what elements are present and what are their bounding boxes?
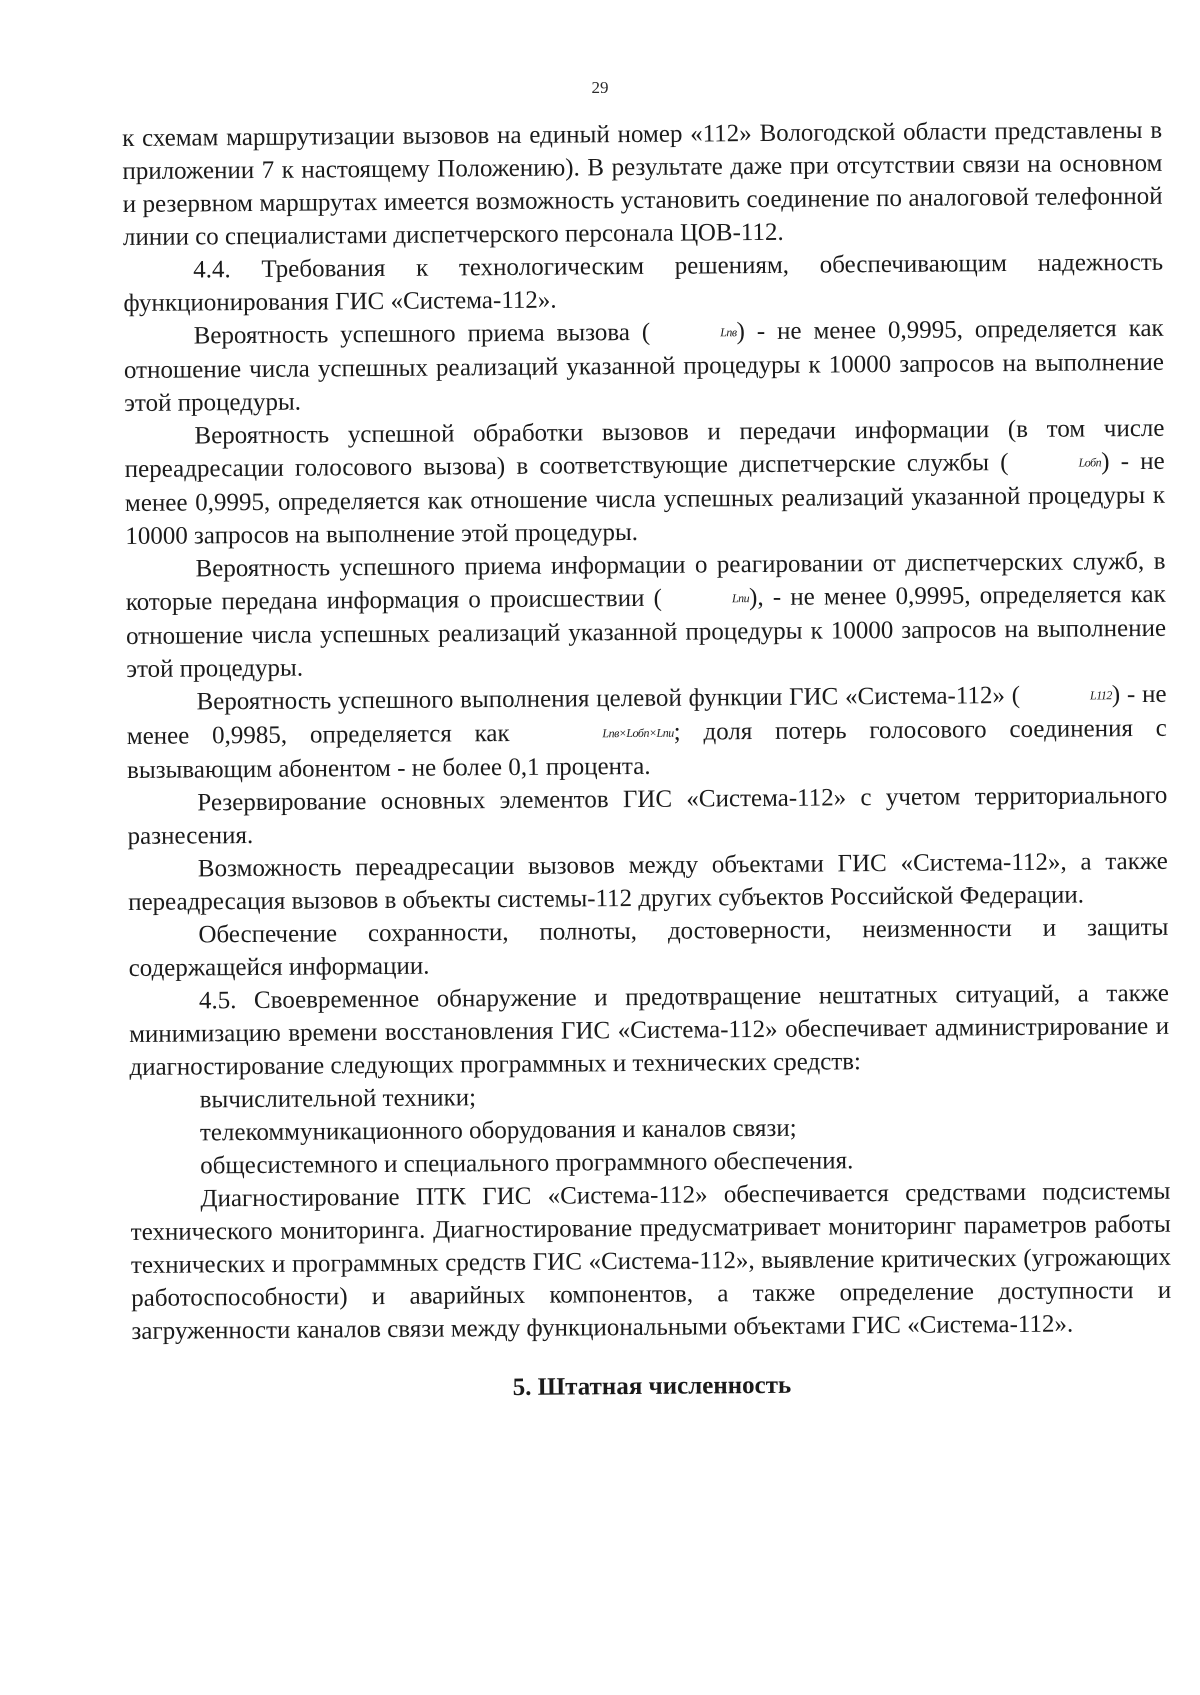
paragraph-data-integrity: Обеспечение сохранности, полноты, достоверности, неизменности и защиты содержащейся информации. [128, 913, 1169, 982]
paragraph-response-info-probability [125, 545, 1166, 686]
text-segment: Вероятность успешной обработки вызовов и передачи информации (в том числе переадресации голосового вызова) в соответствующие диспетчерские службы ( [124, 414, 1165, 483]
text-segment: Вероятность успешного приема вызова ( [193, 318, 651, 350]
formula-symbol-lpv: Lпв [720, 325, 737, 340]
paragraph-routing-schemes: к схемам маршрутизации вызовов на единый номер «112» Вологодской области представлены в приложении 7 к настоящему Положению). В результате даже при отсутствии связи на основном и резервном маршрутах имеется возможность установить соединение по аналоговой телефонной линии со специалистами диспетчерского персонала ЦОВ-112. [122, 116, 1163, 251]
paragraph-call-forwarding: Возможность переадресации вызовов между объектами ГИС «Система-112», а также переадресация вызовов в объекты системы-112 других субъектов Российской Федерации. [128, 847, 1168, 916]
formula-product: Lпв×Lобп×Lпи [602, 725, 674, 741]
paragraph-redundancy: Резервирование основных элементов ГИС «Система-112» с учетом территориального разнесения. [127, 781, 1168, 850]
paragraph-4-4-heading: 4.4. Требования к технологическим решениям, обеспечивающим надежность функционирования ГИС «Система-112». [123, 248, 1164, 317]
text-segment: Вероятность успешного выполнения целевой функции ГИС «Система-112» ( [196, 681, 1021, 716]
formula-symbol-lpi: Lпи [731, 591, 750, 606]
list-item: вычислительной техники; [199, 1084, 477, 1114]
text-segment: Вероятность успешного приема информации о реагировании от диспетчерских служб, в которые передана информация о происшествии ( [125, 547, 1166, 616]
text-segment: ) - не менее 0,9985, определяется как [126, 680, 1167, 750]
paragraph-call-reception-probability [124, 312, 1165, 420]
paragraph-4-5-heading: 4.5. Своевременное обнаружение и предотвращение нештатных ситуаций, а также минимизацию времени восстановления ГИС «Система-112» обеспечивает администрирование и диагностирование следующих программных и технических средств: [129, 979, 1170, 1081]
paragraph-target-function-probability [126, 678, 1167, 787]
text-segment: ) - не менее 0,9995, определяется как отношение числа успешных реализаций указанной процедуры к 10000 запросов на выполнение этой процедуры. [124, 447, 1166, 550]
section-heading: 5. Штатная численность [512, 1371, 792, 1401]
formula-symbol-l112: L112 [1089, 688, 1112, 703]
list-item: общесистемного и специального программного обеспечения. [200, 1147, 854, 1180]
page-number: 29 [591, 78, 609, 97]
list-item: телекоммуникационного оборудования и каналов связи; [199, 1114, 797, 1147]
text-segment: ), - не менее 0,9995, определяется как отношение числа успешных реализаций указанной процедуры к 10000 запросов на выполнение этой процедуры. [125, 580, 1167, 683]
document-body [122, 114, 1172, 1407]
text-segment: ) - не менее 0,9995, определяется как отношение числа успешных реализаций указанной процедуры к 10000 запросов на выполнение этой процедуры. [123, 314, 1165, 417]
paragraph-call-processing-probability [124, 412, 1165, 553]
formula-symbol-lobp: Lобп [1078, 455, 1102, 470]
text-segment: ; доля потерь голосового соединения с вызывающим абонентом - не более 0,1 процента. [126, 714, 1167, 784]
paragraph-diagnostics: Диагностирование ПТК ГИС «Система-112» обеспечивается средствами подсистемы технического мониторинга. Диагностирование предусматривает мониторинг параметров работы технических и программных средств ГИС «Система-112», выявление критических (угрожающих работоспособности) и аварийных компонентов, а также определение доступности и загруженности каналов связи между функциональными объектами ГИС «Система-112». [130, 1177, 1172, 1345]
